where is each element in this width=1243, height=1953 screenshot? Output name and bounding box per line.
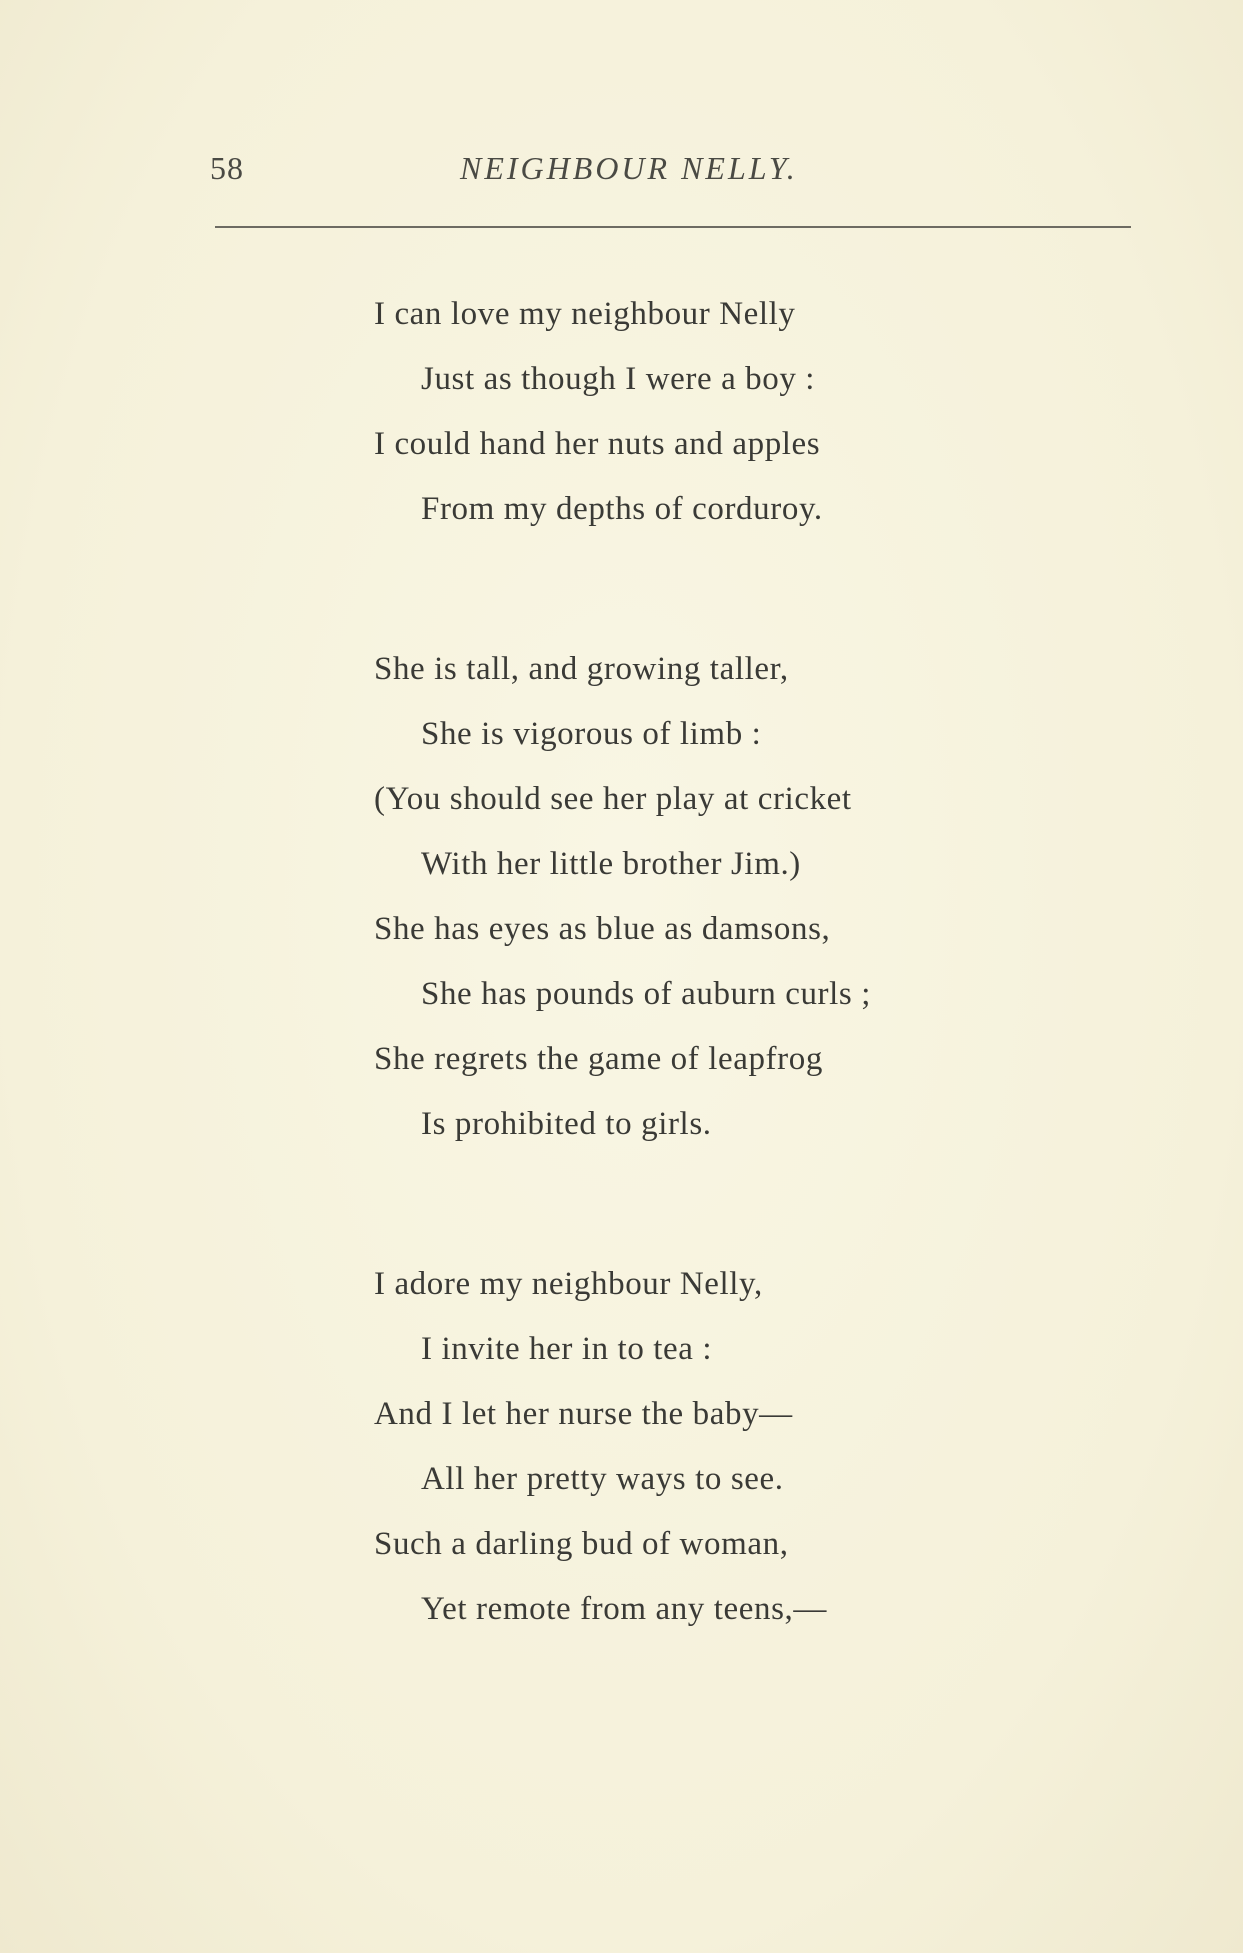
poem-line: I could hand her nuts and apples [374,426,821,462]
poem-line: Just as though I were a boy : [421,361,816,397]
poem-line: She has pounds of auburn curls ; [421,976,871,1012]
running-title: NEIGHBOUR NELLY. [460,150,798,186]
stanza-break [374,542,1134,637]
poem-line: She is vigorous of limb : [421,716,762,752]
poem-line: From my depths of corduroy. [421,491,823,527]
poem-line: She regrets the game of leapfrog [374,1041,823,1077]
poem-line: With her little brother Jim.) [421,846,801,882]
header-rule [215,226,1131,228]
poem-line: All her pretty ways to see. [421,1461,784,1497]
poem-line: I can love my neighbour Nelly [374,296,796,332]
poem-line: Is prohibited to girls. [421,1106,712,1142]
poem-line: I invite her in to tea : [421,1331,713,1367]
poem-line: She has eyes as blue as damsons, [374,911,831,947]
stanza-3 [374,1252,1134,1642]
stanza-break [374,1157,1134,1252]
poem-line: She is tall, and growing taller, [374,651,789,687]
poem-line: Such a darling bud of woman, [374,1526,789,1562]
poem-line: And I let her nurse the baby— [374,1396,793,1432]
stanza-1 [374,282,1134,542]
stanza-2 [374,637,1134,1157]
poem [374,282,1134,1642]
poem-line: (You should see her play at cricket [374,781,852,817]
poem-line: I adore my neighbour Nelly, [374,1266,763,1302]
page-number: 58 [210,150,244,186]
poem-line: Yet remote from any teens,— [421,1591,828,1627]
page-header [210,150,1130,200]
